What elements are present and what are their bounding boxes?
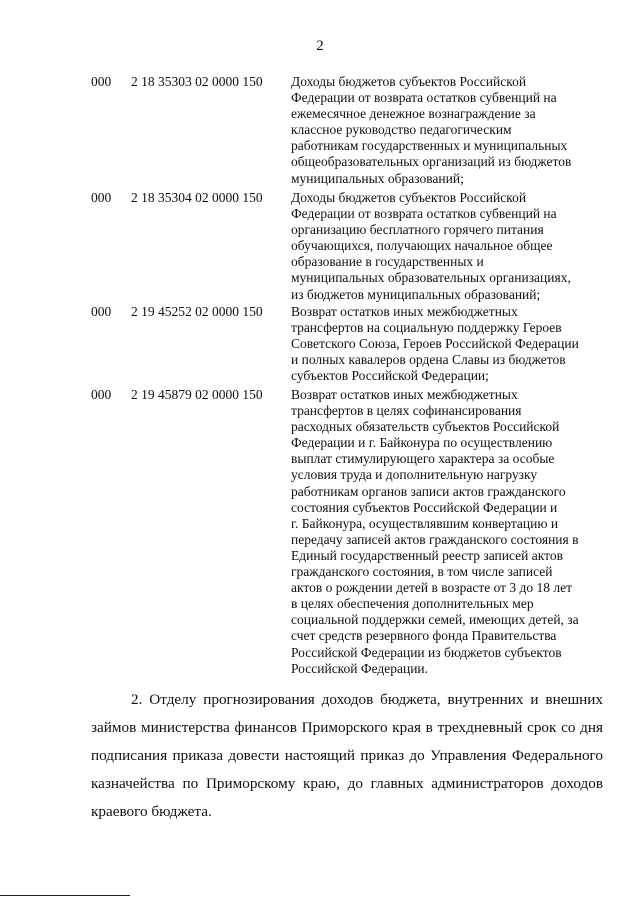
income-description: Возврат остатков иных межбюджетных трансфертов на социальную поддержку Героев Советского Союза, Героев Российской Федерации и полных кавалеров ордена Славы из бюджетов субъектов Российской Федерации; <box>291 304 579 384</box>
income-description: Доходы бюджетов субъектов Российской Федерации от возврата остатков субвенций на организацию бесплатного горячего питания обучающихся, получающих начальное общее образование в государственных и муниципальных образовательных организациях, из бюджетов муниципальных образований; <box>291 190 571 302</box>
budget-classification-code: 2 18 35303 02 0000 150 <box>131 74 263 89</box>
budget-classification-code: 2 19 45252 02 0000 150 <box>131 304 263 319</box>
budget-classification-code: 2 19 45879 02 0000 150 <box>131 387 263 402</box>
footer-divider <box>0 895 130 896</box>
admin-code: 000 <box>91 387 112 402</box>
admin-code: 000 <box>91 74 112 89</box>
admin-code: 000 <box>91 304 112 319</box>
order-paragraph-2: 2. Отделу прогнозирования доходов бюджета, внутренних и внешних займов министерства финансов Приморского края в трехдневный срок со дня подписания приказа довести настоящий приказ до Управления Федерального казначейства по Приморскому краю, до главных администраторов доходов краевого бюджета. <box>91 691 603 820</box>
income-description: Возврат остатков иных межбюджетных трансфертов в целях софинансирования расходных обязательств субъектов Российской Федерации и г. Байконура по осуществлению выплат стимулирующего характера за особые условия труда и дополнительную нагрузку работникам органов записи актов гражданского состояния субъектов Российской Федерации и г. Байконура, осуществлявшим конвертацию и передачу записей актов гражданского состояния в Единый государственный реестр записей актов гражданского состояния, в том числе записей актов о рождении детей в возрасте от 3 до 18 лет в целях обеспечения дополнительных мер социальной поддержки семей, имеющих детей, за счет средств резервного фонда Правительства Российской Федерации из бюджетов субъектов Российской Федерации. <box>291 387 579 676</box>
admin-code: 000 <box>91 190 112 205</box>
income-description: Доходы бюджетов субъектов Российской Федерации от возврата остатков субвенций на ежемесячное денежное вознаграждение за классное руководство педагогическим работникам государственных и муниципальных общеобразовательных организаций из бюджетов муниципальных образований; <box>291 74 572 186</box>
page-number: 2 <box>316 38 324 54</box>
budget-classification-code: 2 18 35304 02 0000 150 <box>131 190 263 205</box>
